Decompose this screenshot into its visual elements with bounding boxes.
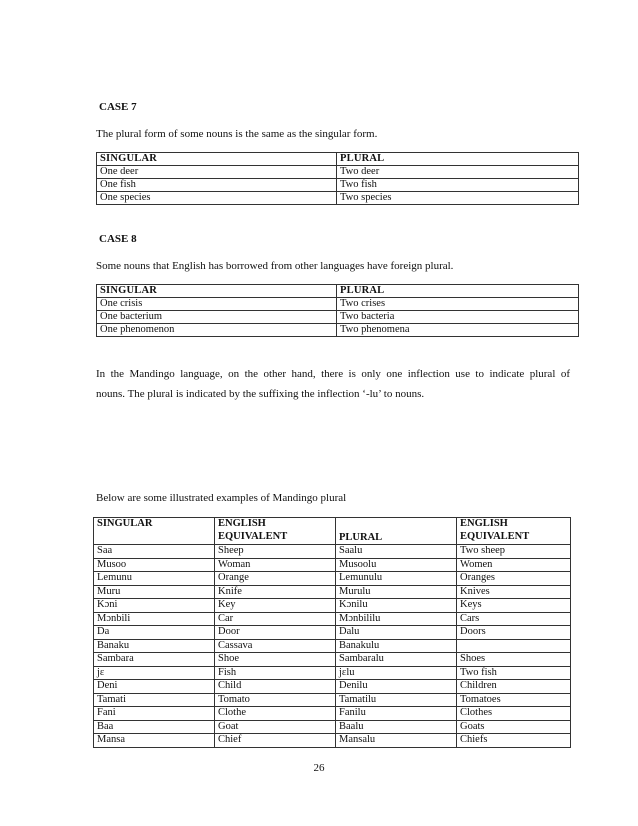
cell: Tamati <box>94 693 215 707</box>
cell: Keys <box>457 599 571 613</box>
cell-plural: Two crises <box>337 298 579 311</box>
cell: Key <box>215 599 336 613</box>
header-english-equivalent-plural: ENGLISH EQUIVALENT <box>457 518 571 545</box>
table-header-row <box>94 518 571 545</box>
cell: Muru <box>94 585 215 599</box>
cell: Kɔnilu <box>336 599 457 613</box>
cell: Kɔni <box>94 599 215 613</box>
table-row <box>94 639 571 653</box>
header-plural: PLURAL <box>336 518 457 545</box>
case8-table <box>96 284 579 337</box>
cell: Lemunu <box>94 572 215 586</box>
cell-plural: Two species <box>337 192 579 205</box>
cell: Denilu <box>336 680 457 694</box>
table-row <box>94 680 571 694</box>
cell-singular: One fish <box>97 179 337 192</box>
header-singular: SINGULAR <box>97 285 337 298</box>
cell: Children <box>457 680 571 694</box>
cell: Mansalu <box>336 734 457 748</box>
cell: Mansa <box>94 734 215 748</box>
header-plural: PLURAL <box>337 285 579 298</box>
cell: Doors <box>457 626 571 640</box>
table-row <box>94 626 571 640</box>
cell: Musoo <box>94 558 215 572</box>
cell: Murulu <box>336 585 457 599</box>
header-english-equivalent: ENGLISH EQUIVALENT <box>215 518 336 545</box>
case8-description: Some nouns that English has borrowed from other languages have foreign plural. <box>96 260 454 272</box>
cell: Cars <box>457 612 571 626</box>
table-row <box>94 545 571 559</box>
cell: Women <box>457 558 571 572</box>
cell-singular: One crisis <box>97 298 337 311</box>
cell: Goats <box>457 720 571 734</box>
header-singular: SINGULAR <box>94 518 215 545</box>
cell: Chiefs <box>457 734 571 748</box>
table-row <box>94 666 571 680</box>
case7-table <box>96 152 579 205</box>
page-number: 26 <box>313 762 325 774</box>
table-row <box>97 166 579 179</box>
cell: Banaku <box>94 639 215 653</box>
cell: Shoe <box>215 653 336 667</box>
cell: Clothes <box>457 707 571 721</box>
cell-singular: One bacterium <box>97 311 337 324</box>
cell: Knife <box>215 585 336 599</box>
table-row <box>94 612 571 626</box>
cell: Sheep <box>215 545 336 559</box>
table-row <box>97 298 579 311</box>
cell <box>457 639 571 653</box>
cell-plural: Two fish <box>337 179 579 192</box>
cell: Door <box>215 626 336 640</box>
cell: Fanilu <box>336 707 457 721</box>
cell: Clothe <box>215 707 336 721</box>
cell: Dalu <box>336 626 457 640</box>
table-row <box>94 558 571 572</box>
mandingo-table <box>93 517 571 748</box>
cell: Fish <box>215 666 336 680</box>
cell: Saalu <box>336 545 457 559</box>
header-singular: SINGULAR <box>97 153 337 166</box>
table-row <box>94 720 571 734</box>
table-row <box>97 179 579 192</box>
cell: Sambara <box>94 653 215 667</box>
table-row <box>94 693 571 707</box>
cell: Baa <box>94 720 215 734</box>
cell: Oranges <box>457 572 571 586</box>
cell: Da <box>94 626 215 640</box>
cell-plural: Two deer <box>337 166 579 179</box>
cell: Baalu <box>336 720 457 734</box>
cell: Cassava <box>215 639 336 653</box>
mandingo-paragraph-line1: In the Mandingo language, on the other hand, there is only one inflection use to indicate plural of <box>96 368 570 380</box>
table-row <box>94 585 571 599</box>
cell: Shoes <box>457 653 571 667</box>
cell: Fani <box>94 707 215 721</box>
cell-singular: One deer <box>97 166 337 179</box>
cell-plural: Two bacteria <box>337 311 579 324</box>
cell: Mɔnbili <box>94 612 215 626</box>
cell: Knives <box>457 585 571 599</box>
table-row <box>97 324 579 337</box>
cell-plural: Two phenomena <box>337 324 579 337</box>
cell: Lemunulu <box>336 572 457 586</box>
cell: Deni <box>94 680 215 694</box>
cell-singular: One phenomenon <box>97 324 337 337</box>
table-row <box>94 572 571 586</box>
cell: Tamatilu <box>336 693 457 707</box>
cell: Tomatoes <box>457 693 571 707</box>
table-row <box>94 653 571 667</box>
cell: Chief <box>215 734 336 748</box>
table-header-row <box>97 285 579 298</box>
cell: jɛ <box>94 666 215 680</box>
mandingo-intro: Below are some illustrated examples of Mandingo plural <box>96 492 347 504</box>
cell: Sambaralu <box>336 653 457 667</box>
cell: Mɔnbililu <box>336 612 457 626</box>
cell-singular: One species <box>97 192 337 205</box>
cell: Two sheep <box>457 545 571 559</box>
table-header-row <box>97 153 579 166</box>
case8-title: CASE 8 <box>99 233 137 245</box>
mandingo-paragraph-line2: nouns. The plural is indicated by the suffixing the inflection ‘-lu’ to nouns. <box>96 388 425 400</box>
cell: Orange <box>215 572 336 586</box>
case7-description: The plural form of some nouns is the same as the singular form. <box>96 128 378 140</box>
cell: Banakulu <box>336 639 457 653</box>
cell: Tomato <box>215 693 336 707</box>
table-row <box>94 734 571 748</box>
cell: Woman <box>215 558 336 572</box>
cell: Goat <box>215 720 336 734</box>
table-row <box>97 311 579 324</box>
table-row <box>97 192 579 205</box>
table-row <box>94 707 571 721</box>
case7-title: CASE 7 <box>99 101 137 113</box>
header-plural: PLURAL <box>337 153 579 166</box>
cell: Musoolu <box>336 558 457 572</box>
table-row <box>94 599 571 613</box>
cell: Saa <box>94 545 215 559</box>
cell: Two fish <box>457 666 571 680</box>
cell: Child <box>215 680 336 694</box>
cell: Car <box>215 612 336 626</box>
cell: jɛlu <box>336 666 457 680</box>
